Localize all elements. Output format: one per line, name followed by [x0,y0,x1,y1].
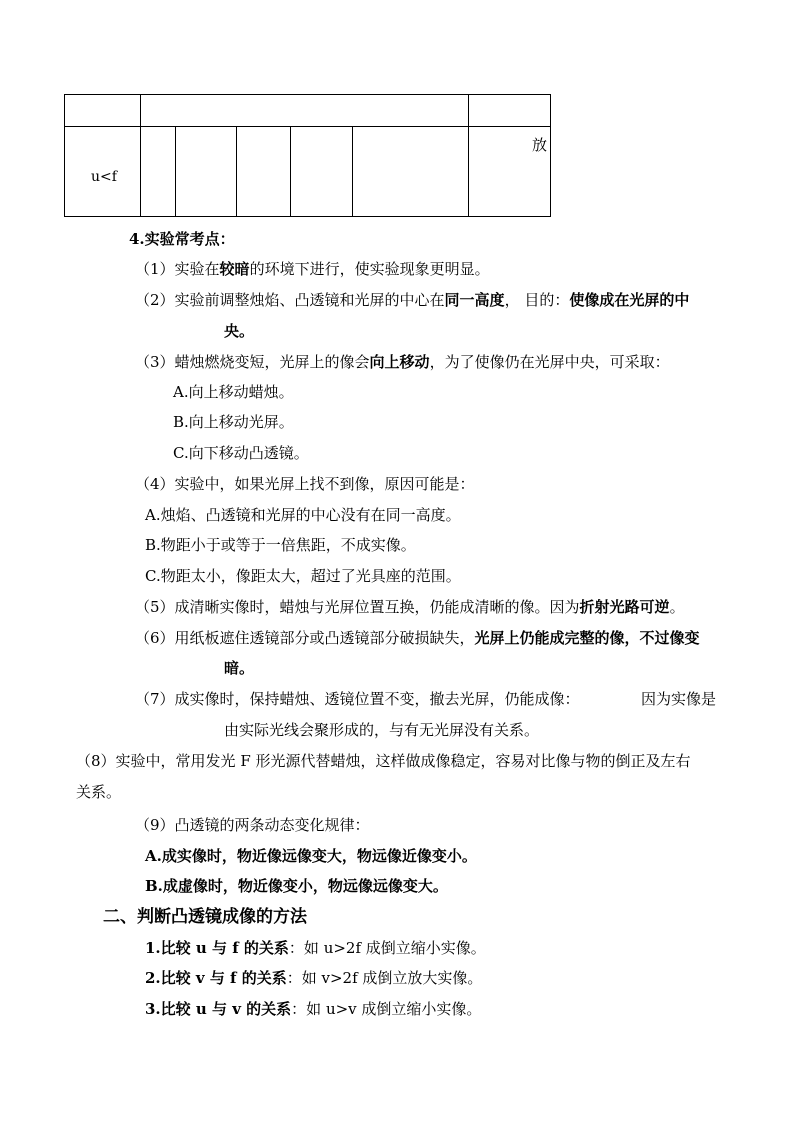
text: ：如 u>2f 成倒立缩小实像。 [288,939,486,957]
paragraph-5 [135,597,685,617]
option-item: B.成虚像时，物近像变小，物远像远像变大。 [145,877,448,895]
option-item: B.向上移动光屏。 [173,413,294,431]
option-item: A.烛焰、凸透镜和光屏的中心没有在同一高度。 [145,506,461,524]
table-border-right [550,94,551,217]
paragraph-9: （9）凸透镜的两条动态变化规律： [135,816,370,834]
text: （5）成清晰实像时，蜡烛与光屏位置互换，仍能成清晰的像。因为 [135,598,580,616]
list-item [145,938,486,958]
paragraph-6 [135,628,700,648]
table-col-divider [468,94,469,217]
table-border-left [64,94,65,217]
list-item [145,968,482,988]
option-item: A.向上移动蜡烛。 [173,383,294,401]
paragraph-7-right: 因为实像是 [641,690,717,708]
option-item: B.物距小于或等于一倍焦距，不成实像。 [145,536,416,554]
table-col-divider [236,126,237,217]
table-col-divider [140,94,141,217]
text: ：如 u>v 成倒立缩小实像。 [291,1000,482,1018]
table-cell: u<f [91,169,117,185]
emphasis: 光屏上仍能成完整的像，不过像变 [474,629,700,647]
emphasis: 同一高度 [444,291,505,309]
table-col-divider [290,126,291,217]
text: ， 目的： [504,291,570,309]
paragraph-2-cont: 央。 [224,322,255,340]
section-heading: 二、判断凸透镜成像的方法 [103,907,307,927]
table-border-top [64,94,551,95]
list-item [145,999,481,1019]
section-title: 4.实验常考点： [129,230,235,248]
paragraph-4: （4）实验中，如果光屏上找不到像，原因可能是： [135,475,475,493]
emphasis: 3.比较 u 与 v 的关系 [145,1000,292,1018]
emphasis: 1.比较 u 与 f 的关系 [145,939,289,957]
paragraph-2 [135,290,689,310]
emphasis: 向上移动 [369,353,430,371]
text: （3）蜡烛燃烧变短，光屏上的像会 [135,353,370,371]
paragraph-7-cont: 由实际光线会聚形成的，与有无光屏没有关系。 [224,721,540,739]
option-item: C.物距太小，像距太大，超过了光具座的范围。 [145,567,461,585]
text: 的环境下进行，使实验现象更明显。 [249,260,490,278]
table-row-divider [64,126,551,127]
text: （2）实验前调整烛焰、凸透镜和光屏的中心在 [135,291,445,309]
table-cell: 放 [532,136,548,154]
text: ，为了使像仍在光屏中央，可采取： [429,353,670,371]
paragraph-1 [135,259,490,279]
emphasis: 使像成在光屏的中 [569,291,690,309]
paragraph-8-cont: 关系。 [76,783,122,801]
text: （6）用纸板遮住透镜部分或凸透镜部分破损缺失， [135,629,475,647]
table-col-divider [352,126,353,217]
emphasis: 较暗 [219,260,250,278]
table-col-divider [175,126,176,217]
emphasis: 2.比较 v 与 f 的关系 [145,969,287,987]
comparison-table [64,94,551,217]
paragraph-7: （7）成实像时，保持蜡烛、透镜位置不变，撤去光屏，仍能成像： [135,690,580,708]
emphasis: 折射光路可逆 [579,598,670,616]
option-item: A.成实像时，物近像远像变大，物远像近像变小。 [145,847,477,865]
paragraph-8: （8）实验中，常用发光 F 形光源代替蜡烛，这样做成像稳定，容易对比像与物的倒正及左右 [76,752,691,770]
option-item: C.向下移动凸透镜。 [173,444,309,462]
paragraph-3 [135,352,670,372]
table-border-bottom [64,216,551,217]
paragraph-6-cont: 暗。 [224,659,255,677]
text: ：如 v>2f 成倒立放大实像。 [286,969,483,987]
text: 。 [669,598,685,616]
text: （1）实验在 [135,260,220,278]
